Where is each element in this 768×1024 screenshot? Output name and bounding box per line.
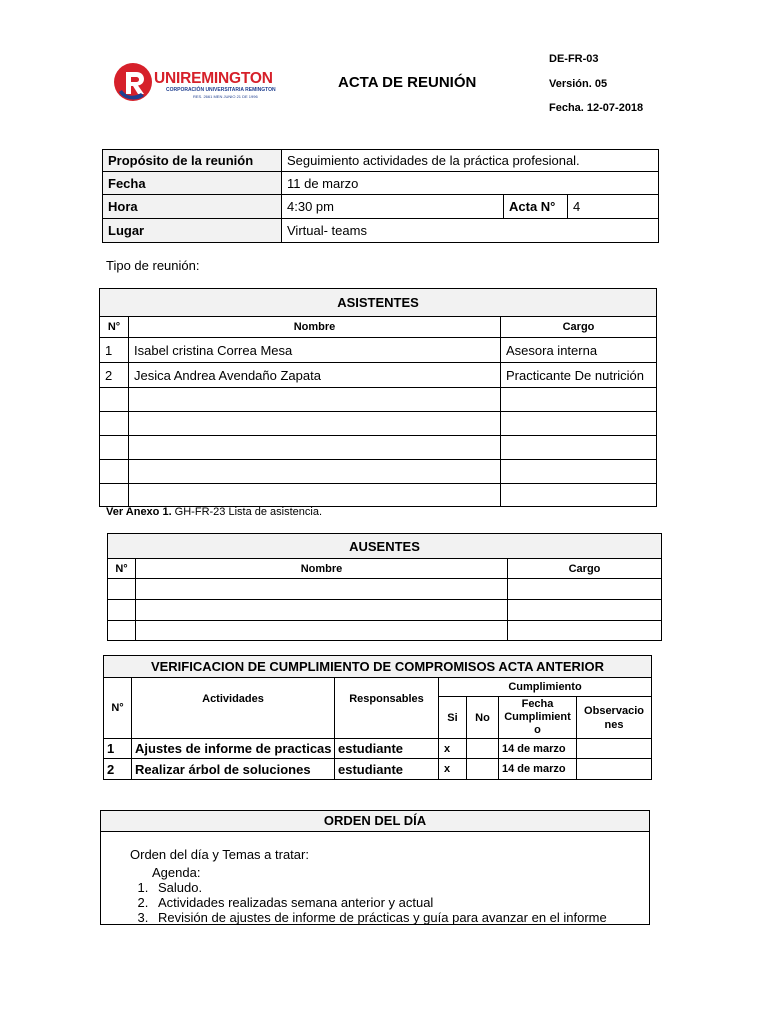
uniremington-r-icon: [113, 62, 153, 102]
acta-number-value: 4: [568, 195, 659, 219]
verification-row-no-mark: [467, 739, 499, 759]
attendee-name: Jesica Andrea Avendaño Zapata: [129, 363, 501, 388]
table-row: [108, 600, 662, 621]
verification-row-no: 2: [104, 759, 132, 780]
attendees-table: [99, 288, 657, 507]
attendee-name: Isabel cristina Correa Mesa: [129, 338, 501, 363]
purpose-label: Propósito de la reunión: [103, 150, 282, 172]
time-label: Hora: [103, 195, 282, 219]
agenda-intro: Orden del día y Temas a tratar:: [130, 847, 309, 862]
table-row: [108, 579, 662, 600]
table-row: [100, 363, 657, 388]
date-value: 11 de marzo: [282, 172, 659, 195]
acta-number-label: Acta N°: [504, 195, 568, 219]
annex-text: GH-FR-23 Lista de asistencia.: [171, 506, 323, 518]
verification-row-activity: Realizar árbol de soluciones: [132, 759, 335, 780]
absent-col-no: N°: [108, 559, 136, 579]
verification-col-date: Fecha Cumplimient o: [499, 697, 577, 739]
table-row: [104, 759, 652, 780]
verification-col-responsible: Responsables: [335, 678, 439, 739]
verification-col-si: Si: [439, 697, 467, 739]
absent-title: AUSENTES: [108, 534, 662, 559]
verification-table: [103, 655, 652, 780]
attendees-col-role: Cargo: [501, 317, 657, 338]
attendees-col-name: Nombre: [129, 317, 501, 338]
attendee-role: Practicante De nutrición: [501, 363, 657, 388]
verification-row-no: 1: [104, 739, 132, 759]
logo-subtitle: CORPORACIÓN UNIVERSITARIA REMINGTON: [166, 87, 276, 93]
agenda-list: [130, 880, 649, 925]
verification-col-observations: Observacio nes: [577, 697, 652, 739]
table-row: [100, 338, 657, 363]
institution-logo: [113, 62, 278, 106]
attendees-col-no: N°: [100, 317, 129, 338]
verification-row-observations: [577, 759, 652, 780]
agenda-section: [100, 810, 650, 925]
verification-row-no-mark: [467, 759, 499, 780]
verification-row-responsible: estudiante: [335, 759, 439, 780]
absent-col-name: Nombre: [136, 559, 508, 579]
verification-col-activities: Actividades: [132, 678, 335, 739]
verification-col-no: N°: [104, 678, 132, 739]
list-item: 1. Saludo.: [152, 880, 649, 895]
absent-table: [107, 533, 662, 641]
verification-title: VERIFICACION DE CUMPLIMIENTO DE COMPROMISOS ACTA ANTERIOR: [104, 656, 652, 678]
agenda-title: ORDEN DEL DÍA: [101, 811, 649, 832]
document-title: ACTA DE REUNIÓN: [338, 74, 477, 91]
verification-row-date: 14 de marzo: [499, 759, 577, 780]
document-date: Fecha. 12-07-2018: [549, 102, 644, 114]
verification-row-si: x: [439, 739, 467, 759]
place-label: Lugar: [103, 219, 282, 243]
verification-row-activity: Ajustes de informe de practicas: [132, 739, 335, 759]
attendee-role: Asesora interna: [501, 338, 657, 363]
table-row: [100, 484, 657, 507]
annex-label: Ver Anexo 1.: [106, 506, 172, 518]
table-row: [100, 412, 657, 436]
time-value: 4:30 pm: [282, 195, 504, 219]
verification-row-date: 14 de marzo: [499, 739, 577, 759]
agenda-sub: Agenda:: [152, 865, 201, 880]
verification-col-compliance: Cumplimiento: [439, 678, 652, 697]
table-row: [100, 460, 657, 484]
document-code: DE-FR-03: [549, 53, 599, 65]
table-row: [104, 739, 652, 759]
attendees-title: ASISTENTES: [100, 289, 657, 317]
verification-row-observations: [577, 739, 652, 759]
list-item: 3. Revisión de ajustes de informe de prácticas y guía para avanzar en el informe: [152, 910, 649, 925]
date-label: Fecha: [103, 172, 282, 195]
table-row: [100, 436, 657, 460]
logo-wordmark: UNIREMINGTON: [154, 70, 273, 87]
list-item: 2. Actividades realizadas semana anterior y actual: [152, 895, 649, 910]
table-row: [100, 388, 657, 412]
logo-resolution: RES. 2661 MEN JUNIO 21 DE 1996: [193, 94, 258, 99]
attendee-no: 1: [100, 338, 129, 363]
table-row: [108, 621, 662, 641]
document-version: Versión. 05: [549, 78, 608, 90]
absent-col-role: Cargo: [508, 559, 662, 579]
verification-row-si: x: [439, 759, 467, 780]
attendee-no: 2: [100, 363, 129, 388]
meeting-info-table: [102, 149, 659, 243]
verification-col-no-mark: No: [467, 697, 499, 739]
place-value: Virtual- teams: [282, 219, 659, 243]
purpose-value: Seguimiento actividades de la práctica profesional.: [282, 150, 659, 172]
verification-row-responsible: estudiante: [335, 739, 439, 759]
meeting-type-label: Tipo de reunión:: [106, 258, 200, 273]
annex-note: [106, 506, 322, 518]
